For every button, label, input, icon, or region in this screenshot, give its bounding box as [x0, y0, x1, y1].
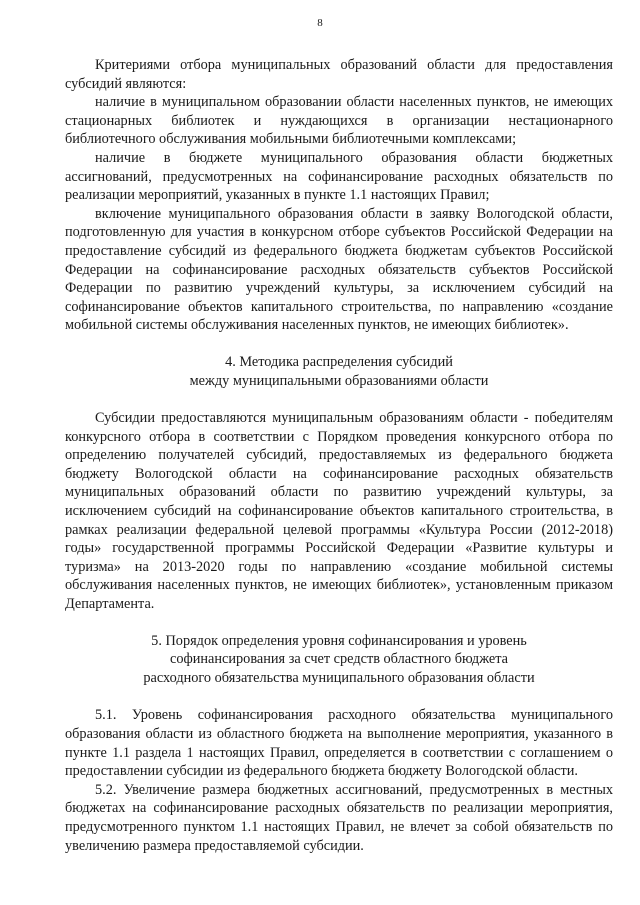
section-4-title-line: 4. Методика распределения субсидий: [225, 353, 453, 370]
criterion-item: включение муниципального образования области в заявку Вологодской области, подготовленную для участия в конкурсном отборе субъектов Российской Федерации на предоставление субсидий из федерального бюджета бюджетам субъектов Российской Федерации на софинансирование расходных обязательств субъектов Российской Федерации по развитию учреждений культуры, за исключением субсидий на софинансирование объектов капитального строительства, по направлению «создание мобильной системы обслуживания населенных пунктов, не имеющих библиотек».: [65, 205, 613, 334]
section-5-paragraph-5-1: 5.1. Уровень софинансирования расходного обязательства муниципального образования области из областного бюджета на выполнение мероприятия, указанного в пункте 1.1 раздела 1 настоящих Правил, определяется в соответствии с соглашением о предоставлении субсидии из федерального бюджета бюджету Вологодской области.: [65, 707, 613, 780]
section-4-paragraph: Субсидии предоставляются муниципальным образованиям области - победителям конкурсного отбора в соответствии с Порядком проведения конкурсного отбора по определению получателей субсидий, предоставляемых из федерального бюджета бюджету Вологодской области на софинансирование расходных обязательств муниципальных образований области по развитию учреждений культуры, за исключением субсидий на софинансирование объектов капитального строительства, в рамках реализации федеральной целевой программы «Культура России (2012-2018) годы» государственной программы Российской Федерации «Развитие культуры и туризма» на 2013-2020 годы по направлению «создание мобильной системы обслуживания населенных пунктов, не имеющих библиотек», установленным приказом Департамента.: [65, 410, 613, 613]
section-5-title-line: расходного обязательства муниципального образования области: [143, 669, 535, 686]
page-content: [65, 56, 613, 855]
criterion-item: наличие в бюджете муниципального образования области бюджетных ассигнований, предусмотренных на софинансирование расходных обязательств по реализации мероприятий, указанных в пункте 1.1 настоящих Правил;: [65, 149, 613, 204]
section-5-paragraph-5-2: 5.2. Увеличение размера бюджетных ассигнований, предусмотренных в местных бюджетах на софинансирование расходных обязательств по реализации мероприятия, предусмотренного пунктом 1.1 настоящих Правил, не влечет за собой обязательств по увеличению размера предоставляемой субсидии.: [65, 781, 613, 854]
page-number: 8: [317, 17, 323, 29]
criterion-item: наличие в муниципальном образовании области населенных пунктов, не имеющих стационарных библиотек и нуждающихся в организации нестационарного библиотечного обслуживания мобильными библиотечными комплексами;: [65, 94, 613, 148]
criteria-lead: Критериями отбора муниципальных образований области для предоставления субсидий являются:: [65, 57, 613, 92]
section-5-title-line: 5. Порядок определения уровня софинансирования и уровень: [151, 632, 527, 649]
section-5-title-line: софинансирования за счет средств областного бюджета: [169, 651, 508, 668]
section-4-title-line: между муниципальными образованиями области: [189, 372, 489, 389]
